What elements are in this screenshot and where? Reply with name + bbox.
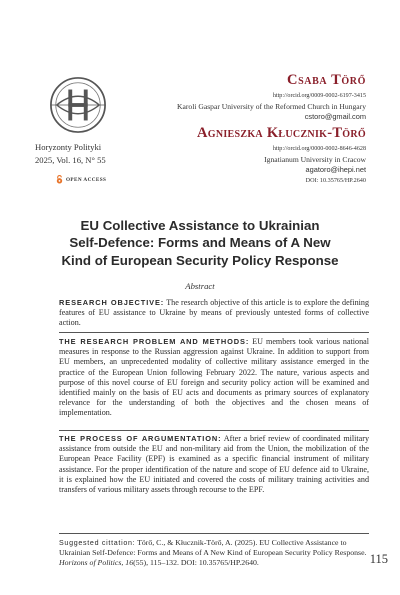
section-text: EU members took various national measures in response to the Russian aggression against Ukraine. In addition to support from EU members, an unprecedented modality of collective military assistance emerged in the practice of the European Union following February 2022. The nature, various aspects and purpose of this novel course of EU foreign and security policy action will be examined and identified mainly on the basis of EU acts and documents as primary sources of explanatory relevance for the understanding of both the objectives and the chosen means of implementation. [59,337,369,418]
page-number: 115 [369,552,388,566]
section-text: After a brief review of coordinated military assistance from outside the EU and non-military aid from the Union, the mobilization of the European Peace Facility (EPF) is examined as a specific financial instrument of military assistance. For the proper identification of the nature and scope of EU defence aid to Ukraine, it is explained how the EU initiated and covered the costs of military training activities and transfers of various military assets through recourse to the EPF. [59,434,369,495]
section-argumentation [59,434,369,495]
citation-journal: Horizons of Politics [59,558,122,568]
author-1-affiliation: Karoli Gaspar University of the Reformed Church in Hungary [177,102,366,111]
author-2-affiliation: Ignatianum University in Cracow [264,155,366,164]
title-line-1: EU Collective Assistance to Ukrainian [80,218,320,233]
citation-text: Törő, C., & Kłucznik-Törő, A. (2025). EU Collective Assistance to Ukrainian Self-Defence: Forms and Means of A New Kind of European Security Policy Response. [59,538,367,558]
section-label: RESEARCH OBJECTIVE: [59,298,165,307]
journal-issue: 2025, Vol. 16, N° 55 [35,155,106,165]
divider [59,430,369,431]
open-access-lock-icon [55,175,64,184]
journal-logo-icon [49,76,107,134]
abstract-heading: Abstract [185,281,215,291]
author-2-orcid[interactable]: http://orcid.org/0000-0002-8646-4628 [272,146,366,152]
section-research-objective [59,298,369,329]
citation-label: Suggested cittation: [59,539,136,547]
open-access-label: OPEN ACCESS [66,176,107,183]
suggested-citation: Suggested cittation: Törő, C., & Kłucznik-Törő, A. (2025). EU Collective Assistance to Ukrainian Self-Defence: Forms and Means of A New Kind of European Security Policy Response. Horizons of Politics, 16(55), 115–132. DOI: 10.35765/HP.2640. [59,538,367,568]
title-line-2: Self-Defence: Forms and Means of A New [69,235,331,251]
journal-name: Horyzonty Polityki [35,142,102,152]
section-label: THE PROCESS OF ARGUMENTATION: [59,434,222,443]
open-access-badge [55,175,106,184]
doi[interactable]: DOI: 10.35765/HP.2640 [305,177,366,184]
author-2-name: Agnieszka Kłucznik-Törő [196,125,366,141]
author-1-email[interactable]: cstoro@gmail.com [304,112,366,121]
author-2-email[interactable]: agatoro@ihepi.net [305,165,366,174]
citation-text-after: (55), 115–132. DOI: 10.35765/HP.2640. [133,558,259,568]
section-research-problem [59,337,369,419]
journal-info [35,141,130,167]
citation-volume: 16 [125,558,134,568]
title-line-3: Kind of European Security Policy Response [61,252,339,268]
author-1-name: Csaba Törő [287,72,366,88]
article-title [20,217,380,269]
author-1-orcid[interactable]: http://orcid.org/0009-0002-6197-3415 [272,93,366,99]
citation-divider [59,533,369,534]
section-text: The research objective of this article is to explore the defining features of EU assistance to Ukraine by means of previously untested forms of collective action. [59,298,369,328]
section-label: THE RESEARCH PROBLEM AND METHODS: [59,337,250,346]
divider [59,332,369,333]
